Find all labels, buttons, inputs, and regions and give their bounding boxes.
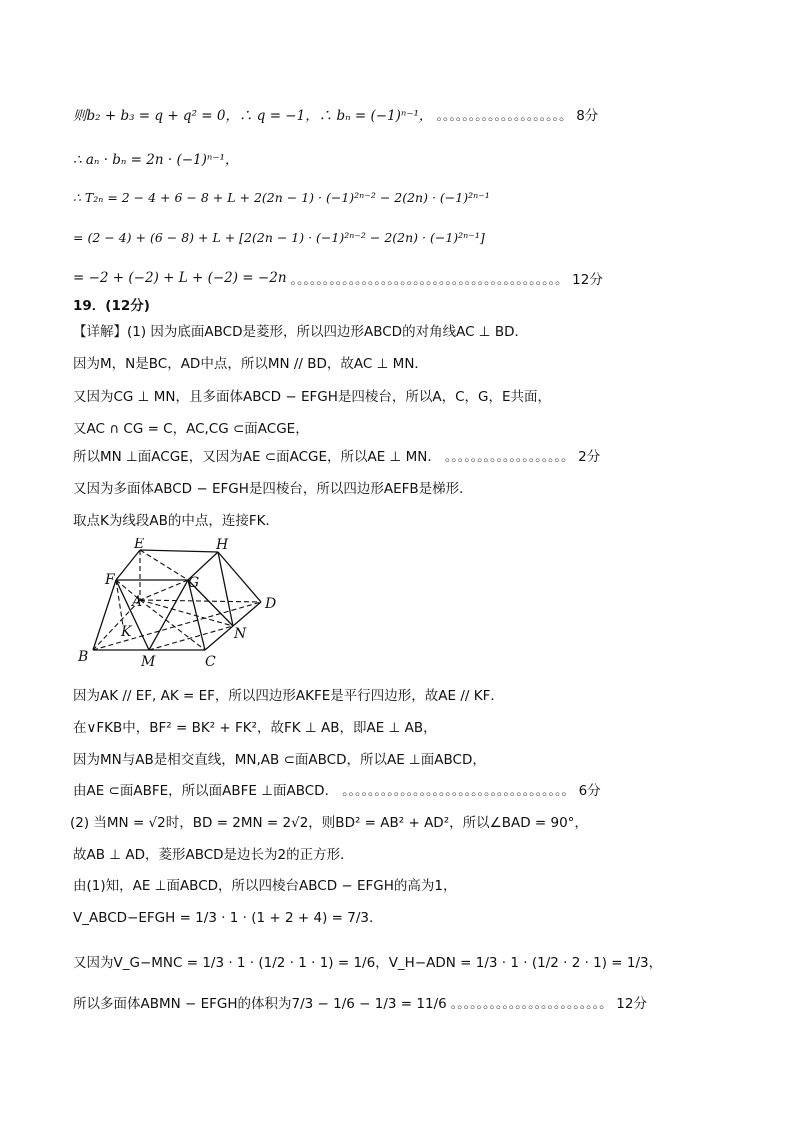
edge-AN <box>140 600 233 626</box>
score-2: 2分 <box>578 449 601 465</box>
para-12-text: (2) 当MN = √2时，BD = 2MN = 2√2，则BD² = AB² + AD²，所以∠BAD = 90°， <box>70 815 588 831</box>
para-11 <box>73 779 601 799</box>
score-8: 8分 <box>576 108 599 124</box>
question-19-label: 19．(12分) <box>73 298 150 314</box>
edge-FE <box>116 550 140 580</box>
edge-GM <box>149 580 188 650</box>
para-15-text: V_ABCD−EFGH = 1/3 · 1 · (1 + 2 + 4) = 7/3． <box>73 910 383 926</box>
para-16 <box>73 951 662 971</box>
line-4 <box>73 230 485 245</box>
edge-MN <box>149 626 233 650</box>
geometry-figure <box>78 538 288 673</box>
para-4 <box>73 417 309 437</box>
label-F: F <box>105 572 115 588</box>
para-11-text: 由AE ⊂面ABFE，所以面ABFE ⊥面ABCD． <box>73 783 339 799</box>
line-1-text: 则b₂ + b₃ = q + q² = 0，∴ q = −1，∴ bₙ = (−1)ⁿ⁻¹， <box>73 108 433 124</box>
para-16-text: 又因为V_G−MNC = 1/3 · 1 · (1/2 · 1 · 1) = 1/6，V_H−ADN = 1/3 · 1 · (1/2 · 2 · 1) = 1/3， <box>73 955 663 971</box>
edge-AD <box>140 600 261 602</box>
para-13-text: 故AB ⊥ AD，菱形ABCD是边长为2的正方形． <box>73 847 354 863</box>
label-C: C <box>205 654 216 670</box>
para-14 <box>73 874 457 894</box>
para-7 <box>73 509 279 529</box>
line-2-text: ∴ aₙ · bₙ = 2n · (−1)ⁿ⁻¹， <box>73 152 239 168</box>
dot-leader: 。。。。。。。。。。。。。。。。。。。。 <box>436 108 573 124</box>
para-17 <box>73 992 647 1012</box>
para-1 <box>73 320 528 340</box>
label-N: N <box>234 626 247 642</box>
dot-leader: 。。。。。。。。。。。。。。。。。。。。。。。。。。。。。。。。。。。 <box>342 783 575 799</box>
label-E: E <box>134 538 145 552</box>
score-12: 12分 <box>572 272 603 288</box>
edge-HD <box>218 552 261 602</box>
line-3-text: ∴ T₂ₙ = 2 − 4 + 6 − 8 + L + 2(2n − 1) · (−1)²ⁿ⁻² − 2(2n) · (−1)²ⁿ⁻¹ <box>73 190 490 205</box>
para-4-text: 又AC ∩ CG = C，AC,CG ⊂面ACGE， <box>73 421 309 437</box>
line-5 <box>73 268 603 288</box>
para-8-text: 因为AK // EF, AK = EF，所以四边形AKFE是平行四边形，故AE // KF． <box>73 688 504 704</box>
para-10 <box>73 748 486 768</box>
line-2 <box>73 148 238 168</box>
para-8 <box>73 684 504 704</box>
para-17-text: 所以多面体ABMN − EFGH的体积为7/3 − 1/6 − 1/3 = 11/6 <box>73 996 447 1012</box>
para-13 <box>73 843 354 863</box>
line-1 <box>73 104 598 124</box>
line-4-text: = (2 − 4) + (6 − 8) + L + [2(2n − 1) · (−1)²ⁿ⁻² − 2(2n) · (−1)²ⁿ⁻¹] <box>73 230 485 245</box>
para-5 <box>73 445 600 465</box>
label-B: B <box>78 649 89 665</box>
edge-EG <box>140 550 188 580</box>
edge-FB <box>93 580 116 650</box>
para-14-text: 由(1)知，AE ⊥面ABCD，所以四棱台ABCD − EFGH的高为1， <box>73 878 457 894</box>
dot-leader: 。。。。。。。。。。。。。。。。。。。。。。。。。。。。。。。。。。。。。。。。。。 <box>290 272 569 288</box>
label-M: M <box>141 654 156 670</box>
para-3-text: 又因为CG ⊥ MN，且多面体ABCD − EFGH是四棱台，所以A，C，G，E共面， <box>73 389 552 405</box>
para-5-text: 所以MN ⊥面ACGE，又因为AE ⊂面ACGE，所以AE ⊥ MN． <box>73 449 441 465</box>
dot-leader: 。。。。。。。。。。。。。。。。。。。。。。。。 <box>450 996 613 1012</box>
para-10-text: 因为MN与AB是相交直线，MN,AB ⊂面ABCD，所以AE ⊥面ABCD， <box>73 752 486 768</box>
label-A: A <box>132 594 143 610</box>
score-12-final: 12分 <box>616 996 647 1012</box>
label-H: H <box>216 538 229 553</box>
edge-GA <box>140 580 188 600</box>
label-G: G <box>188 575 200 591</box>
para-3 <box>73 385 551 405</box>
para-7-text: 取点K为线段AB的中点，连接FK． <box>73 513 279 529</box>
para-2 <box>73 352 428 372</box>
question-19-header <box>73 294 150 314</box>
para-15 <box>73 906 382 926</box>
para-1-text: 【详解】(1) 因为底面ABCD是菱形，所以四边形ABCD的对角线AC ⊥ BD． <box>73 324 528 340</box>
edge-HN <box>218 552 233 626</box>
para-2-text: 因为M，N是BC，AD中点，所以MN // BD，故AC ⊥ MN． <box>73 356 428 372</box>
para-6-text: 又因为多面体ABCD − EFGH是四棱台，所以四边形AEFB是梯形． <box>73 481 473 497</box>
line-3 <box>73 190 490 205</box>
label-D: D <box>265 596 277 612</box>
para-9-text: 在∨FKB中，BF² = BK² + FK²，故FK ⊥ AB，即AE ⊥ AB， <box>73 720 437 736</box>
para-9 <box>73 716 437 736</box>
dot-leader: 。。。。。。。。。。。。。。。。。。。 <box>444 449 575 465</box>
para-6 <box>73 477 473 497</box>
line-5-text: = −2 + (−2) + L + (−2) = −2n <box>73 270 287 286</box>
edge-EH <box>140 550 218 552</box>
label-K: K <box>121 624 132 640</box>
score-6: 6分 <box>578 783 601 799</box>
para-12 <box>70 811 588 831</box>
